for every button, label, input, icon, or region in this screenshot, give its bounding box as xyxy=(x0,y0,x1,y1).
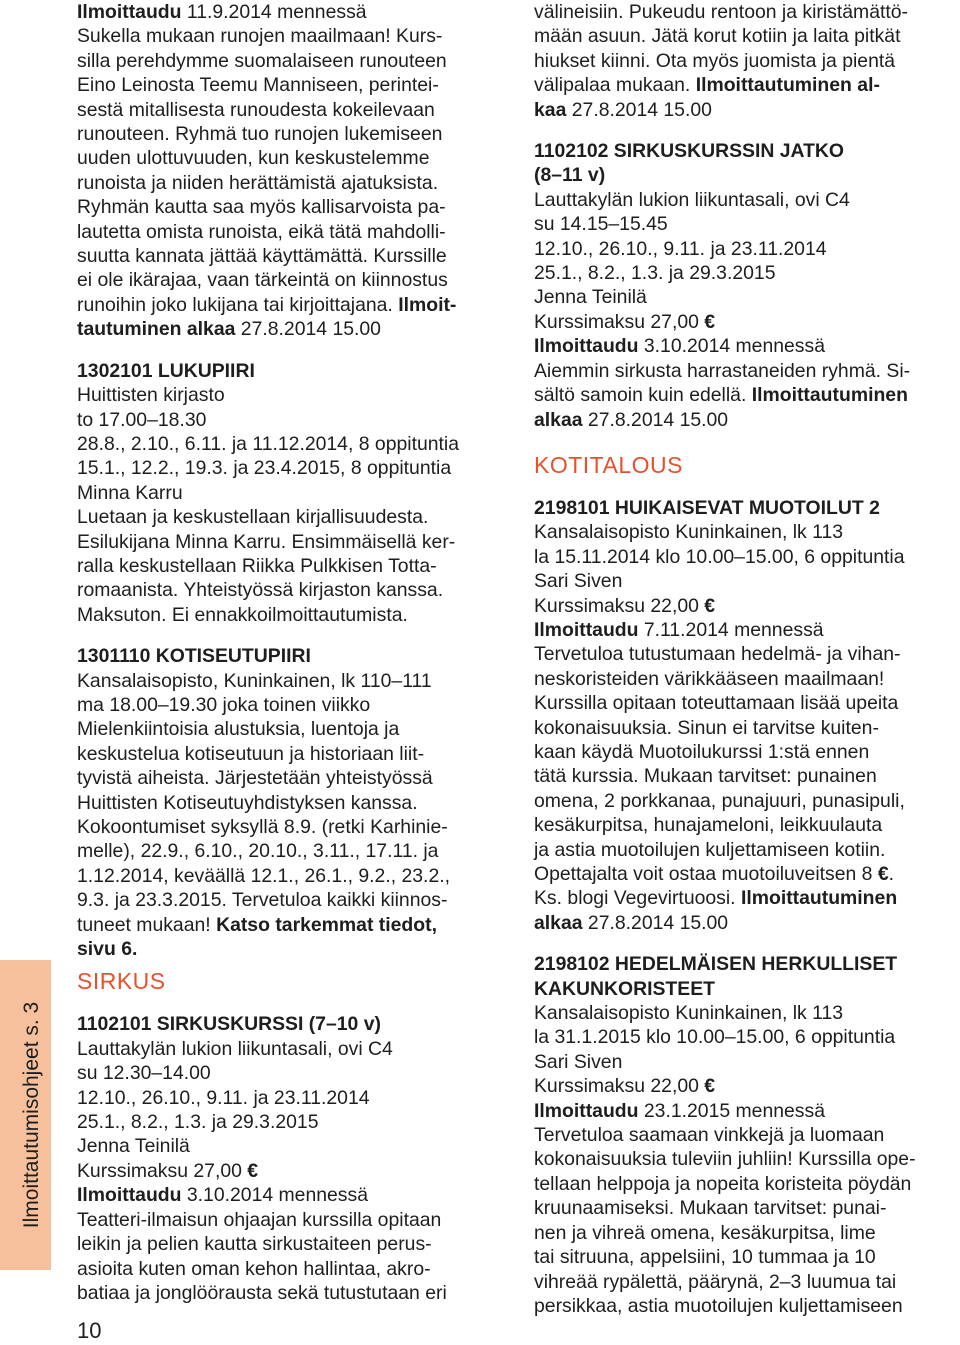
page-number: 10 xyxy=(77,1318,102,1343)
side-tab-label: Ilmoittautumisohjeet s. 3 xyxy=(19,1001,43,1229)
left-column xyxy=(77,0,509,1305)
side-tab xyxy=(0,960,51,1270)
course-title: 1301110 KOTISEUTUPIIRI xyxy=(77,645,311,668)
course-huikaisevat-muotoilut: 2198101 HUIKAISEVAT MUOTOILUT 2 Kansalaisopisto Kuninkainen, lk 113 la 15.11.2014 klo 10.00–15.00, 6 oppituntia Sari Siven Kurssimaksu 22,00 € Ilmoittaudu 7.11.2014 mennessä Tervetuloa tutustumaan hedelmä- ja vihan- neskoristeiden värikkääseen maailmaan! Kurssilla opitaan toteuttamaan lisää upeita kokonaisuuksia. Sinun ei tarvitse kuiten- kaan käydä Muotoilukurssi 1:stä ennen tätä kurssia. Mukaan tarvitset: punainen omena, 2 porkkanaa, punajuuri, punasipuli, kesäkurpitsa, hunajameloni, leikkuulauta ja astia muotoilujen kuljettamiseen kotiin. Opettajalta voit ostaa muotoiluveitsen 8 €. Ks. blogi Vegevirtuoosi. Ilmoittautuminen alkaa 27.8.2014 15.00 xyxy=(534,496,960,935)
course-herkulliset-kakunkoristeet: 2198102 HEDELMÄISEN HERKULLISET KAKUNKORISTEET Kansalaisopisto Kuninkainen, lk 113 la 31.1.2015 klo 10.00–15.00, 6 oppituntia Sari Siven Kurssimaksu 22,00 € Ilmoittaudu 23.1.2015 mennessä Tervetuloa saamaan vinkkejä ja luomaan kokonaisuuksia tuleviin juhliin! Kurssilla ope- tellaan helppoja ja nopeita koristeita pöydän kruunaamiseksi. Mukaan tarvitset: punai- nen ja vihreä omena, kesäkurpitsa, lime tai sitruuna, appelsiini, 10 tummaa ja 10 vihreää rypälettä, päärynä, 2–3 luumua tai persikkaa, astia muotoilujen kuljettamiseen xyxy=(534,952,960,1318)
course-sirkuskurssin-jatko: 1102102 SIRKUSKURSSIN JATKO (8–11 v) Lauttakylän lukion liikuntasali, ovi C4 su 14.15–15.45 12.10., 26.10., 9.11. ja 23.11.2014 25.1., 8.2., 1.3. ja 29.3.2015 Jenna Teinilä Kurssimaksu 27,00 € Ilmoittaudu 3.10.2014 mennessä Aiemmin sirkusta harrastaneiden ryhmä. Si- sältö samoin kuin edellä. Ilmoittautuminen alkaa 27.8.2014 15.00 xyxy=(534,139,960,432)
course-lukupiiri: 1302101 LUKUPIIRI Huittisten kirjasto to 17.00–18.30 28.8., 2.10., 6.11. ja 11.12.2014, 8 oppituntia 15.1., 12.2., 19.3. ja 23.4.2015, 8 oppituntia Minna Karru Luetaan ja keskustellaan kirjallisuudesta. Esilukijana Minna Karru. Ensimmäisellä ker- ralla keskustellaan Riikka Pulkkisen Totta- romaanista. Yhteistyössä kirjaston kanssa. Maksuton. Ei ennakkoilmoittautumista. xyxy=(77,359,509,627)
course-title: 2198102 HEDELMÄISEN HERKULLISET xyxy=(534,953,898,976)
course-kotiseutupiiri: 1301110 KOTISEUTUPIIRI Kansalaisopisto, Kuninkainen, lk 110–111 ma 18.00–19.30 joka toinen viikko Mielenkiintoisia alustuksia, luentoja ja keskustelua kotiseutuun ja historiaan liit- tyvistä aiheista. Järjestetään yhteistyössä Huittisten Kotiseutuyhdistyksen kanssa. Kokoontumiset syksyllä 8.9. (retki Karhinie- melle), 22.9., 6.10., 20.10., 3.11., 17.11. ja 1.12.2014, keväällä 12.1., 26.1., 9.2., 23.2., 9.3. ja 23.3.2015. Tervetuloa kaikki kiinnos- tuneet mukaan! Katso tarkemmat tiedot, sivu 6. xyxy=(77,644,509,961)
euro-icon: € xyxy=(877,863,889,885)
course-sirkuskurssi: 1102101 SIRKUSKURSSI (7–10 v) Lauttakylän lukion liikuntasali, ovi C4 su 12.30–14.00 12.10., 26.10., 9.11. ja 23.11.2014 25.1., 8.2., 1.3. ja 29.3.2015 Jenna Teinilä Kurssimaksu 27,00 € Ilmoittaudu 3.10.2014 mennessä Teatteri-ilmaisun ohjaajan kurssilla opitaan leikin ja pelien kautta sirkustaiteen perus- asioita kuten oman kehon hallintaa, akro- batiaa ja jonglöörausta sekä tutustutaan eri xyxy=(77,1012,509,1305)
euro-icon: € xyxy=(704,310,716,333)
right-column xyxy=(534,0,960,1318)
euro-icon: € xyxy=(704,594,716,617)
intro-paragraph: Ilmoittaudu 11.9.2014 mennessä Sukella mukaan runojen maailmaan! Kurs- silla perehdymme suomalaiseen runouteen Eino Leinosta Teemu Manniseen, perintei- sestä mitallisesta runoudesta kokeilevaan runouteen. Ryhmä tuo runojen lukemiseen uuden ulottuvuuden, kun keskustelemme runoista ja niiden herättämistä ajatuksista. Ryhmän kautta saa myös kallisarvoista pa- lautetta omista runoista, eikä tätä mahdolli- suutta kannata jättää käyttämättä. Kurssille ei ole ikärajaa, vaan tärkeintä on kiinnostus runoihin joko lukijana tai kirjoittajana. Ilmoit- tautuminen alkaa 27.8.2014 15.00 xyxy=(77,1,457,341)
section-heading-sirkus: SIRKUS xyxy=(77,968,166,995)
euro-icon: € xyxy=(704,1075,716,1098)
course-title: 1302101 LUKUPIIRI xyxy=(77,359,255,382)
sirkus-continued: välineisiin. Pukeudu rentoon ja kiristämättö- mään asuun. Jätä korut kotiin ja laita pitkät hiukset kiinni. Ota myös juomista ja pientä välipalaa mukaan. Ilmoittautuminen al- kaa 27.8.2014 15.00 xyxy=(534,1,908,121)
course-title: 1102101 SIRKUSKURSSI (7–10 v) xyxy=(77,1013,381,1036)
course-title: 2198101 HUIKAISEVAT MUOTOILUT 2 xyxy=(534,496,880,519)
euro-icon: € xyxy=(247,1159,259,1182)
course-title: 1102102 SIRKUSKURSSIN JATKO xyxy=(534,140,845,163)
section-heading-kotitalous: KOTITALOUS xyxy=(534,451,683,478)
